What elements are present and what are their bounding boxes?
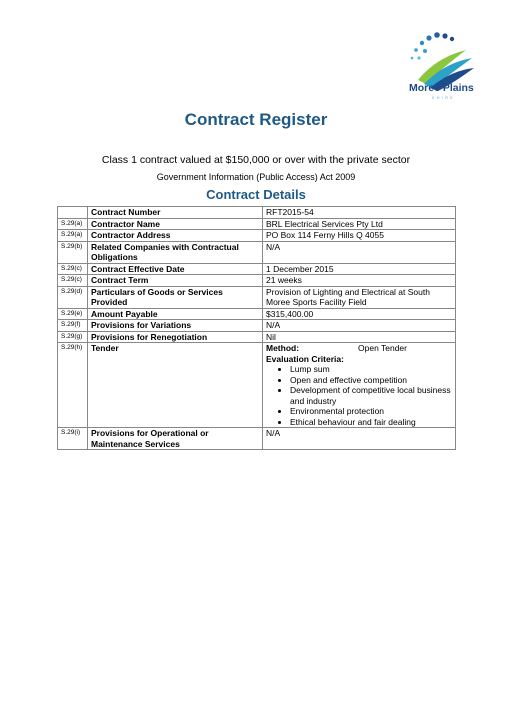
criteria-item: • Ethical behaviour and fair dealing (290, 417, 452, 428)
table-row (58, 331, 456, 343)
page-title: Contract Register (184, 110, 328, 129)
table-row (58, 207, 456, 219)
logo-subtitle: SHIRE (432, 96, 456, 100)
table-row (58, 230, 456, 242)
field-value: $315,400.00 (263, 308, 456, 320)
table-row (58, 286, 456, 308)
section-ref: S.29(e) (58, 308, 88, 320)
table-row (58, 241, 456, 263)
method-label: Method: (266, 343, 300, 353)
field-value: Nil (263, 331, 456, 343)
field-value: 1 December 2015 (263, 263, 456, 275)
table-row-tender (58, 343, 456, 428)
field-value: Provision of Lighting and Electrical at South Moree Sports Facility Field (263, 286, 456, 308)
moree-plains-logo (400, 28, 480, 106)
tender-method (266, 343, 452, 354)
contract-details-body (58, 207, 456, 450)
field-value: N/A (263, 320, 456, 332)
table-row (58, 263, 456, 275)
section-ref: S.29(a) (58, 230, 88, 242)
section-ref: S.29(c) (58, 263, 88, 275)
section-ref: S.29(d) (58, 286, 88, 308)
field-value: N/A (263, 241, 456, 263)
field-label: Related Companies with Contractual Obligations (88, 241, 263, 263)
field-label: Contract Effective Date (88, 263, 263, 275)
criteria-item: • Development of competitive local business and industry (290, 385, 452, 406)
field-label: Tender (88, 343, 263, 428)
section-ref: S.29(h) (58, 343, 88, 428)
section-ref: S.29(a) (58, 218, 88, 230)
table-row (58, 320, 456, 332)
act-subtitle: Government Information (Public Access) Act 2009 (156, 172, 356, 182)
criteria-item: • Environmental protection (290, 406, 452, 417)
section-title: Contract Details (206, 187, 306, 202)
logo-name: Moree Plains (409, 82, 474, 94)
field-label: Contractor Address (88, 230, 263, 242)
evaluation-criteria-label: Evaluation Criteria: (266, 353, 344, 364)
table-row (58, 275, 456, 287)
section-ref: S.29(g) (58, 331, 88, 343)
table-row (58, 308, 456, 320)
field-label: Provisions for Variations (88, 320, 263, 332)
field-value: N/A (263, 428, 456, 450)
field-label: Contract Number (88, 207, 263, 219)
field-label: Provisions for Operational or Maintenance Services (88, 428, 263, 450)
field-label: Amount Payable (88, 308, 263, 320)
section-ref: S.29(f) (58, 320, 88, 332)
field-label: Contract Term (88, 275, 263, 287)
criteria-item: • Open and effective competition (290, 375, 452, 386)
field-value: 21 weeks (263, 275, 456, 287)
field-label: Contractor Name (88, 218, 263, 230)
section-ref: S.29(b) (58, 241, 88, 263)
contract-details-table (57, 206, 456, 450)
section-ref: S.29(c) (58, 275, 88, 287)
table-row (58, 428, 456, 450)
table-row (58, 218, 456, 230)
method-value: Open Tender (358, 343, 407, 353)
section-ref (58, 207, 88, 219)
tender-details (263, 343, 456, 428)
field-label: Particulars of Goods or Services Provided (88, 286, 263, 308)
field-value: BRL Electrical Services Pty Ltd (263, 218, 456, 230)
criteria-item: • Lump sum (290, 364, 452, 375)
evaluation-criteria-list (266, 364, 452, 427)
section-ref: S.29(i) (58, 428, 88, 450)
field-value: PO Box 114 Ferny Hills Q 4055 (263, 230, 456, 242)
field-value: RFT2015-54 (263, 207, 456, 219)
field-label: Provisions for Renegotiation (88, 331, 263, 343)
contract-class-subtitle: Class 1 contract valued at $150,000 or over with the private sector (101, 154, 411, 166)
